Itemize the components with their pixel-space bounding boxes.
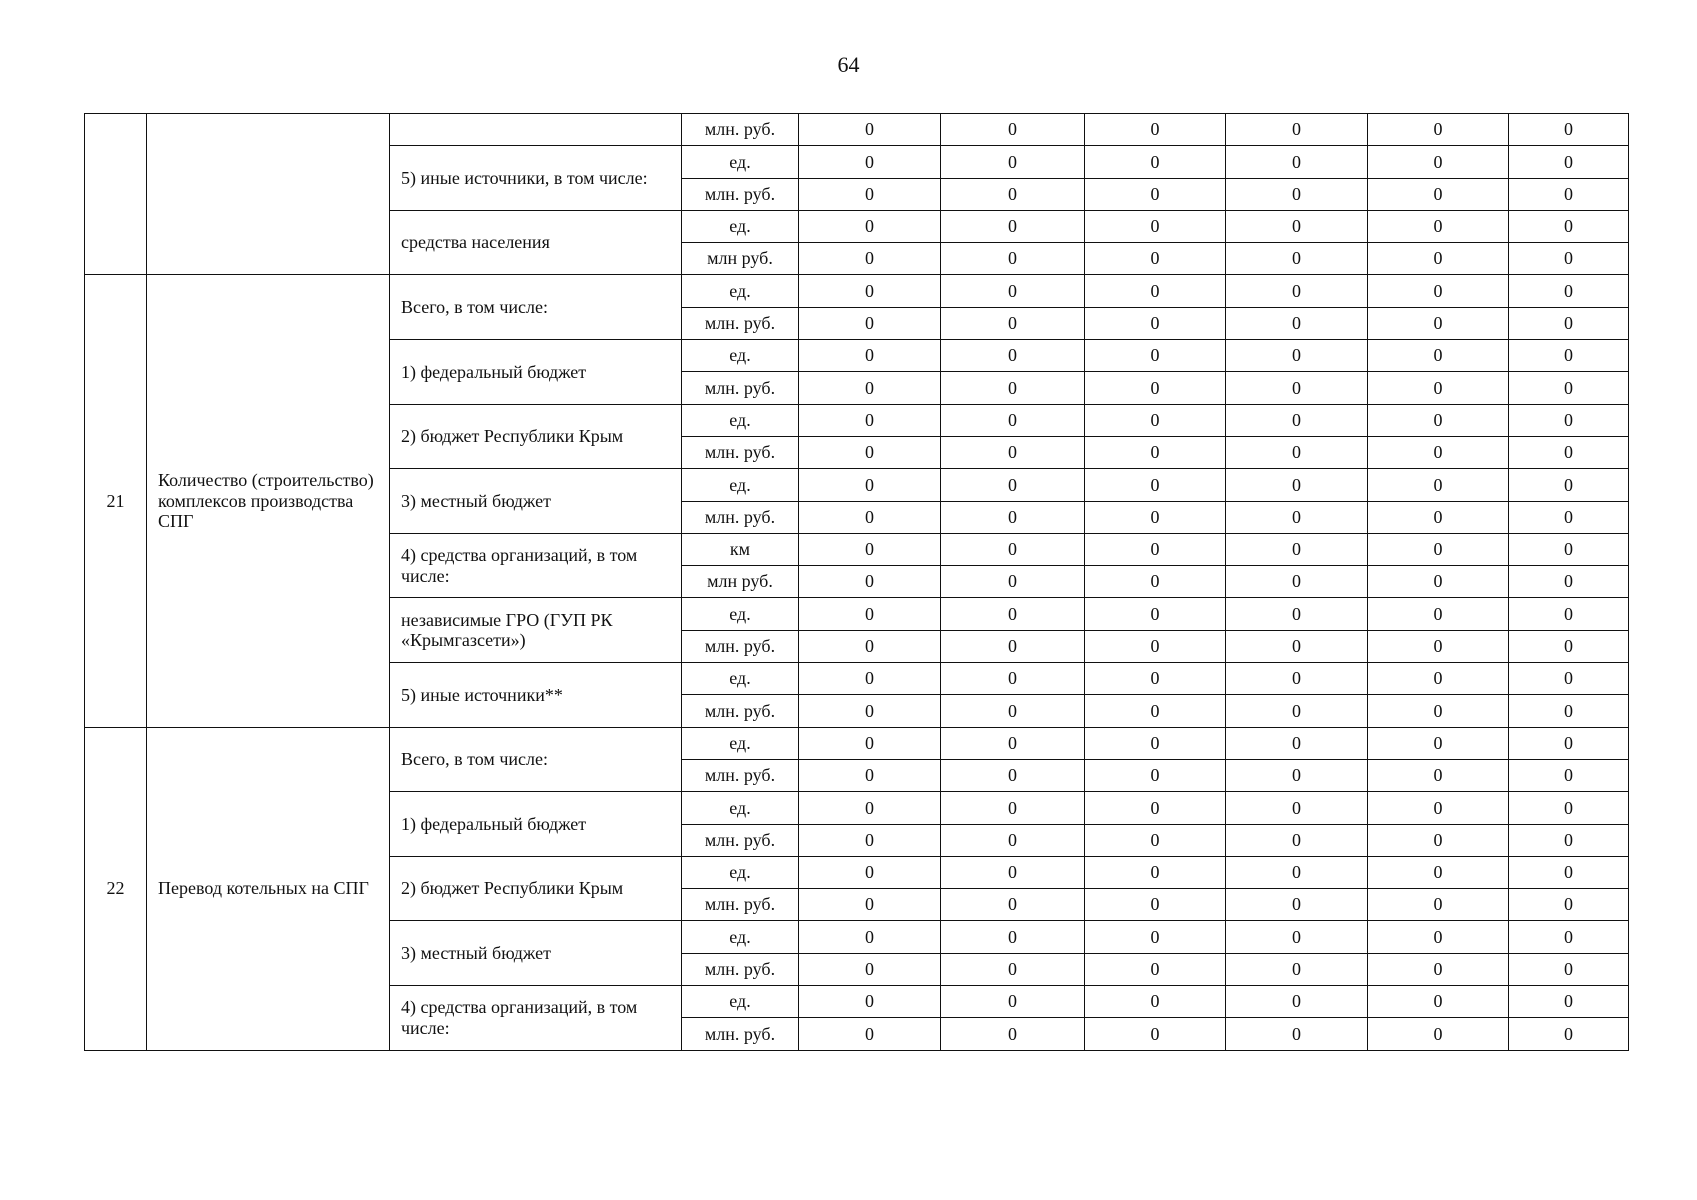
value-cell: 0 [1085, 533, 1226, 565]
unit-cell: млн. руб. [682, 824, 799, 856]
value-cell: 0 [799, 727, 941, 759]
value-cell: 0 [799, 114, 941, 146]
unit-cell: ед. [682, 404, 799, 436]
value-cell: 0 [1085, 663, 1226, 695]
value-cell: 0 [1368, 921, 1509, 953]
value-cell: 0 [1085, 759, 1226, 791]
value-cell: 0 [799, 178, 941, 210]
value-cell: 0 [1368, 663, 1509, 695]
value-cell: 0 [1226, 1018, 1368, 1050]
value-cell: 0 [799, 921, 941, 953]
value-cell: 0 [1226, 372, 1368, 404]
value-cell: 0 [1085, 727, 1226, 759]
value-cell: 0 [799, 598, 941, 630]
value-cell: 0 [1226, 598, 1368, 630]
table-row [85, 727, 1629, 759]
value-cell: 0 [799, 792, 941, 824]
value-cell: 0 [1226, 178, 1368, 210]
value-cell: 0 [799, 663, 941, 695]
value-cell: 0 [799, 630, 941, 662]
value-cell: 0 [941, 759, 1085, 791]
value-cell: 0 [799, 372, 941, 404]
value-cell: 0 [799, 243, 941, 275]
funding-source: 3) местный бюджет [390, 921, 682, 986]
value-cell: 0 [1226, 210, 1368, 242]
value-cell: 0 [1226, 275, 1368, 307]
value-cell: 0 [1226, 986, 1368, 1018]
value-cell: 0 [1509, 566, 1629, 598]
unit-cell: млн. руб. [682, 178, 799, 210]
item-number: 21 [85, 275, 147, 727]
value-cell: 0 [1509, 372, 1629, 404]
value-cell: 0 [941, 695, 1085, 727]
value-cell: 0 [1509, 146, 1629, 178]
value-cell: 0 [1085, 986, 1226, 1018]
value-cell: 0 [1085, 824, 1226, 856]
value-cell: 0 [941, 566, 1085, 598]
unit-cell: млн. руб. [682, 953, 799, 985]
value-cell: 0 [941, 501, 1085, 533]
value-cell: 0 [1368, 533, 1509, 565]
funding-source: Всего, в том числе: [390, 275, 682, 340]
value-cell: 0 [1226, 921, 1368, 953]
value-cell: 0 [941, 146, 1085, 178]
value-cell: 0 [1509, 275, 1629, 307]
value-cell: 0 [799, 210, 941, 242]
value-cell: 0 [1226, 953, 1368, 985]
value-cell: 0 [1085, 210, 1226, 242]
item-name: Перевод котельных на СПГ [147, 727, 390, 1050]
value-cell: 0 [1509, 953, 1629, 985]
value-cell: 0 [1085, 372, 1226, 404]
value-cell: 0 [1085, 243, 1226, 275]
value-cell: 0 [1368, 630, 1509, 662]
value-cell: 0 [1368, 695, 1509, 727]
value-cell: 0 [1368, 340, 1509, 372]
value-cell: 0 [1226, 307, 1368, 339]
value-cell: 0 [1368, 146, 1509, 178]
value-cell: 0 [1226, 340, 1368, 372]
value-cell: 0 [1368, 372, 1509, 404]
value-cell: 0 [1085, 1018, 1226, 1050]
value-cell: 0 [941, 889, 1085, 921]
unit-cell: млн. руб. [682, 436, 799, 468]
value-cell: 0 [1368, 404, 1509, 436]
value-cell: 0 [1368, 953, 1509, 985]
value-cell: 0 [941, 114, 1085, 146]
value-cell: 0 [799, 146, 941, 178]
value-cell: 0 [1509, 1018, 1629, 1050]
value-cell: 0 [1085, 792, 1226, 824]
value-cell: 0 [799, 533, 941, 565]
value-cell: 0 [799, 856, 941, 888]
value-cell: 0 [1226, 243, 1368, 275]
value-cell: 0 [1509, 986, 1629, 1018]
value-cell: 0 [941, 404, 1085, 436]
value-cell: 0 [1368, 243, 1509, 275]
value-cell: 0 [941, 533, 1085, 565]
unit-cell: млн. руб. [682, 1018, 799, 1050]
value-cell: 0 [799, 986, 941, 1018]
table-row [85, 114, 1629, 146]
value-cell: 0 [1085, 114, 1226, 146]
value-cell: 0 [941, 921, 1085, 953]
value-cell: 0 [1085, 695, 1226, 727]
value-cell: 0 [941, 856, 1085, 888]
value-cell: 0 [1368, 469, 1509, 501]
value-cell: 0 [941, 598, 1085, 630]
value-cell: 0 [1085, 630, 1226, 662]
unit-cell: ед. [682, 146, 799, 178]
value-cell: 0 [1509, 856, 1629, 888]
funding-source: 4) средства организаций, в том числе: [390, 986, 682, 1051]
value-cell: 0 [1509, 759, 1629, 791]
value-cell: 0 [1368, 824, 1509, 856]
unit-cell: ед. [682, 275, 799, 307]
value-cell: 0 [1226, 889, 1368, 921]
value-cell: 0 [941, 792, 1085, 824]
value-cell: 0 [1085, 501, 1226, 533]
unit-cell: млн. руб. [682, 114, 799, 146]
value-cell: 0 [1226, 436, 1368, 468]
value-cell: 0 [799, 340, 941, 372]
unit-cell: млн руб. [682, 566, 799, 598]
unit-cell: ед. [682, 856, 799, 888]
value-cell: 0 [1085, 178, 1226, 210]
value-cell: 0 [941, 372, 1085, 404]
value-cell: 0 [1226, 630, 1368, 662]
value-cell: 0 [941, 243, 1085, 275]
value-cell: 0 [1226, 792, 1368, 824]
funding-source: 4) средства организаций, в том числе: [390, 533, 682, 598]
value-cell: 0 [1368, 178, 1509, 210]
unit-cell: млн. руб. [682, 630, 799, 662]
value-cell: 0 [1509, 630, 1629, 662]
value-cell: 0 [1226, 824, 1368, 856]
value-cell: 0 [1509, 307, 1629, 339]
value-cell: 0 [1226, 404, 1368, 436]
funding-source: 2) бюджет Республики Крым [390, 404, 682, 469]
value-cell: 0 [1509, 243, 1629, 275]
value-cell: 0 [1368, 436, 1509, 468]
value-cell: 0 [799, 404, 941, 436]
value-cell: 0 [941, 307, 1085, 339]
value-cell: 0 [799, 695, 941, 727]
value-cell: 0 [1368, 889, 1509, 921]
value-cell: 0 [1509, 695, 1629, 727]
value-cell: 0 [1085, 889, 1226, 921]
value-cell: 0 [1226, 146, 1368, 178]
item-number [85, 114, 147, 275]
funding-source: Всего, в том числе: [390, 727, 682, 792]
value-cell: 0 [1226, 114, 1368, 146]
unit-cell: ед. [682, 210, 799, 242]
value-cell: 0 [1509, 663, 1629, 695]
unit-cell: млн. руб. [682, 501, 799, 533]
value-cell: 0 [1368, 566, 1509, 598]
funding-source: 1) федеральный бюджет [390, 340, 682, 405]
value-cell: 0 [1226, 533, 1368, 565]
value-cell: 0 [799, 566, 941, 598]
value-cell: 0 [941, 630, 1085, 662]
unit-cell: млн. руб. [682, 307, 799, 339]
value-cell: 0 [799, 759, 941, 791]
value-cell: 0 [1085, 953, 1226, 985]
value-cell: 0 [941, 469, 1085, 501]
value-cell: 0 [941, 340, 1085, 372]
item-name: Количество (строительство) комплексов производства СПГ [147, 275, 390, 727]
value-cell: 0 [1509, 727, 1629, 759]
value-cell: 0 [1509, 889, 1629, 921]
value-cell: 0 [1085, 566, 1226, 598]
page-number: 64 [837, 52, 860, 77]
value-cell: 0 [799, 469, 941, 501]
unit-cell: ед. [682, 986, 799, 1018]
value-cell: 0 [1368, 759, 1509, 791]
unit-cell: млн. руб. [682, 695, 799, 727]
value-cell: 0 [1085, 146, 1226, 178]
value-cell: 0 [941, 1018, 1085, 1050]
value-cell: 0 [1368, 307, 1509, 339]
value-cell: 0 [1368, 114, 1509, 146]
value-cell: 0 [941, 275, 1085, 307]
funding-source: 1) федеральный бюджет [390, 792, 682, 857]
value-cell: 0 [1226, 469, 1368, 501]
unit-cell: млн. руб. [682, 372, 799, 404]
value-cell: 0 [1085, 307, 1226, 339]
funding-source: 5) иные источники, в том числе: [390, 146, 682, 211]
value-cell: 0 [1509, 436, 1629, 468]
value-cell: 0 [941, 953, 1085, 985]
item-number: 22 [85, 727, 147, 1050]
value-cell: 0 [1509, 921, 1629, 953]
value-cell: 0 [1509, 533, 1629, 565]
item-name [147, 114, 390, 275]
value-cell: 0 [1085, 340, 1226, 372]
value-cell: 0 [1509, 792, 1629, 824]
value-cell: 0 [1226, 759, 1368, 791]
value-cell: 0 [941, 436, 1085, 468]
value-cell: 0 [941, 663, 1085, 695]
data-table [84, 113, 1629, 1051]
value-cell: 0 [1509, 598, 1629, 630]
value-cell: 0 [1509, 210, 1629, 242]
value-cell: 0 [1085, 404, 1226, 436]
value-cell: 0 [1085, 921, 1226, 953]
unit-cell: ед. [682, 792, 799, 824]
value-cell: 0 [799, 1018, 941, 1050]
value-cell: 0 [1509, 114, 1629, 146]
value-cell: 0 [1509, 469, 1629, 501]
unit-cell: млн руб. [682, 243, 799, 275]
value-cell: 0 [799, 889, 941, 921]
value-cell: 0 [1368, 727, 1509, 759]
unit-cell: ед. [682, 921, 799, 953]
value-cell: 0 [941, 210, 1085, 242]
value-cell: 0 [1226, 727, 1368, 759]
value-cell: 0 [799, 953, 941, 985]
value-cell: 0 [1368, 501, 1509, 533]
value-cell: 0 [1509, 340, 1629, 372]
value-cell: 0 [799, 307, 941, 339]
value-cell: 0 [941, 178, 1085, 210]
value-cell: 0 [1226, 663, 1368, 695]
funding-source: независимые ГРО (ГУП РК «Крымгазсети») [390, 598, 682, 663]
value-cell: 0 [799, 501, 941, 533]
unit-cell: ед. [682, 727, 799, 759]
value-cell: 0 [1509, 501, 1629, 533]
funding-source: 5) иные источники** [390, 663, 682, 728]
value-cell: 0 [1368, 792, 1509, 824]
unit-cell: ед. [682, 340, 799, 372]
table-row [85, 275, 1629, 307]
unit-cell: млн. руб. [682, 759, 799, 791]
value-cell: 0 [1226, 856, 1368, 888]
value-cell: 0 [1509, 404, 1629, 436]
value-cell: 0 [1226, 566, 1368, 598]
value-cell: 0 [1368, 275, 1509, 307]
value-cell: 0 [1368, 856, 1509, 888]
value-cell: 0 [1085, 275, 1226, 307]
value-cell: 0 [799, 275, 941, 307]
unit-cell: млн. руб. [682, 889, 799, 921]
value-cell: 0 [941, 824, 1085, 856]
value-cell: 0 [799, 436, 941, 468]
funding-source: 3) местный бюджет [390, 469, 682, 534]
value-cell: 0 [1226, 501, 1368, 533]
value-cell: 0 [1085, 469, 1226, 501]
funding-source: средства населения [390, 210, 682, 275]
value-cell: 0 [1085, 856, 1226, 888]
value-cell: 0 [1509, 824, 1629, 856]
value-cell: 0 [1368, 986, 1509, 1018]
value-cell: 0 [1368, 1018, 1509, 1050]
value-cell: 0 [1509, 178, 1629, 210]
value-cell: 0 [1226, 695, 1368, 727]
funding-source [390, 114, 682, 146]
value-cell: 0 [1085, 436, 1226, 468]
value-cell: 0 [941, 986, 1085, 1018]
table-body [85, 114, 1629, 1051]
value-cell: 0 [1368, 210, 1509, 242]
value-cell: 0 [1368, 598, 1509, 630]
unit-cell: ед. [682, 663, 799, 695]
value-cell: 0 [799, 824, 941, 856]
funding-source: 2) бюджет Республики Крым [390, 856, 682, 921]
unit-cell: ед. [682, 598, 799, 630]
unit-cell: км [682, 533, 799, 565]
value-cell: 0 [941, 727, 1085, 759]
unit-cell: ед. [682, 469, 799, 501]
value-cell: 0 [1085, 598, 1226, 630]
